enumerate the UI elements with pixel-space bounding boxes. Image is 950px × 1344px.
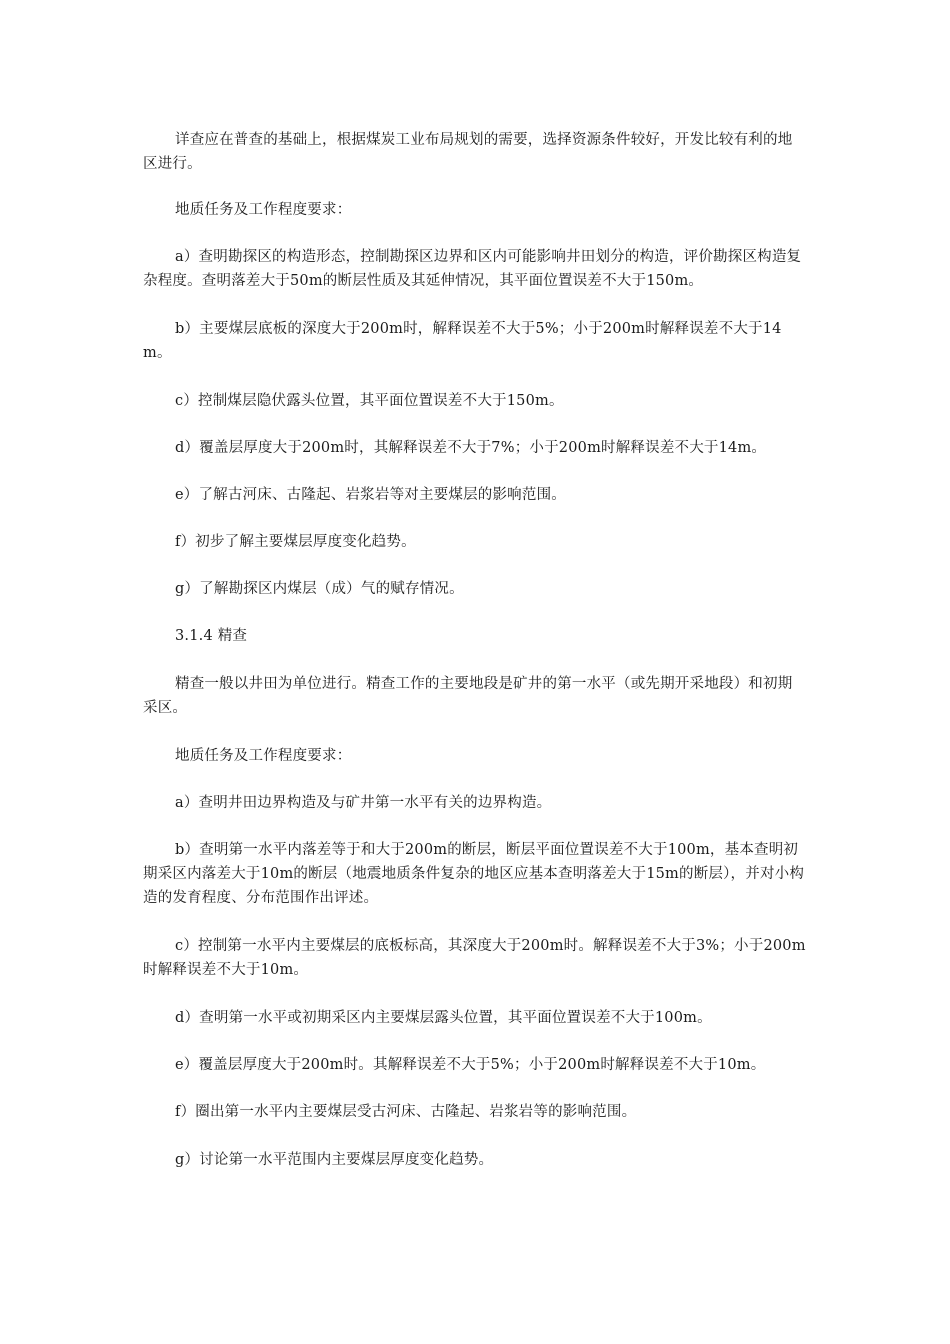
section-heading: 3.1.4 精查 xyxy=(175,628,248,644)
paragraph-item-c: c）控制煤层隐伏露头位置，其平面位置误差不大于150m。 xyxy=(175,393,564,409)
paragraph-item-c-2: c）控制第一水平内主要煤层的底板标高，其深度大于200m时。解释误差不大于3%；小于200m时解释误差不大于10m。 xyxy=(143,938,806,978)
paragraph-requirements-heading: 地质任务及工作程度要求： xyxy=(175,202,352,218)
paragraph-item-d-2: d）查明第一水平或初期采区内主要煤层露头位置，其平面位置误差不大于100m。 xyxy=(175,1010,712,1026)
paragraph-item-f-2: f）圈出第一水平内主要煤层受古河床、古隆起、岩浆岩等的影响范围。 xyxy=(175,1104,637,1120)
paragraph-item-d: d）覆盖层厚度大于200m时，其解释误差不大于7%；小于200m时解释误差不大于14m。 xyxy=(175,440,767,456)
paragraph-item-g-2: g）讨论第一水平范围内主要煤层厚度变化趋势。 xyxy=(175,1152,494,1168)
paragraph-item-a-2: a）查明井田边界构造及与矿井第一水平有关的边界构造。 xyxy=(175,795,552,811)
paragraph-item-f: f）初步了解主要煤层厚度变化趋势。 xyxy=(175,534,416,550)
paragraph-item-e: e）了解古河床、古隆起、岩浆岩等对主要煤层的影响范围。 xyxy=(175,487,566,503)
paragraph-item-g: g）了解勘探区内煤层（成）气的赋存情况。 xyxy=(175,581,464,597)
paragraph-item-b: b）主要煤层底板的深度大于200m时，解释误差不大于5%；小于200m时解释误差不大于14m。 xyxy=(143,321,782,361)
paragraph-detailed-intro: 精查一般以井田为单位进行。精查工作的主要地段是矿井的第一水平（或先期开采地段）和初期采区。 xyxy=(143,676,793,716)
paragraph-requirements-heading-2: 地质任务及工作程度要求： xyxy=(175,748,352,764)
paragraph-item-b-2: b）查明第一水平内落差等于和大于200m的断层，断层平面位置误差不大于100m，基本查明初期采区内落差大于10m的断层（地震地质条件复杂的地区应基本查明落差大于15m的断层），并对小构造的发育程度、分布范围作出评述。 xyxy=(143,842,805,906)
paragraph-item-a: a）查明勘探区的构造形态，控制勘探区边界和区内可能影响井田划分的构造，评价勘探区构造复杂程度。查明落差大于50m的断层性质及其延伸情况，其平面位置误差不大于150m。 xyxy=(143,249,802,289)
paragraph-item-e-2: e）覆盖层厚度大于200m时。其解释误差不大于5%；小于200m时解释误差不大于10m。 xyxy=(175,1057,766,1073)
paragraph-intro: 详查应在普查的基础上，根据煤炭工业布局规划的需要，选择资源条件较好，开发比较有利的地区进行。 xyxy=(143,132,793,172)
